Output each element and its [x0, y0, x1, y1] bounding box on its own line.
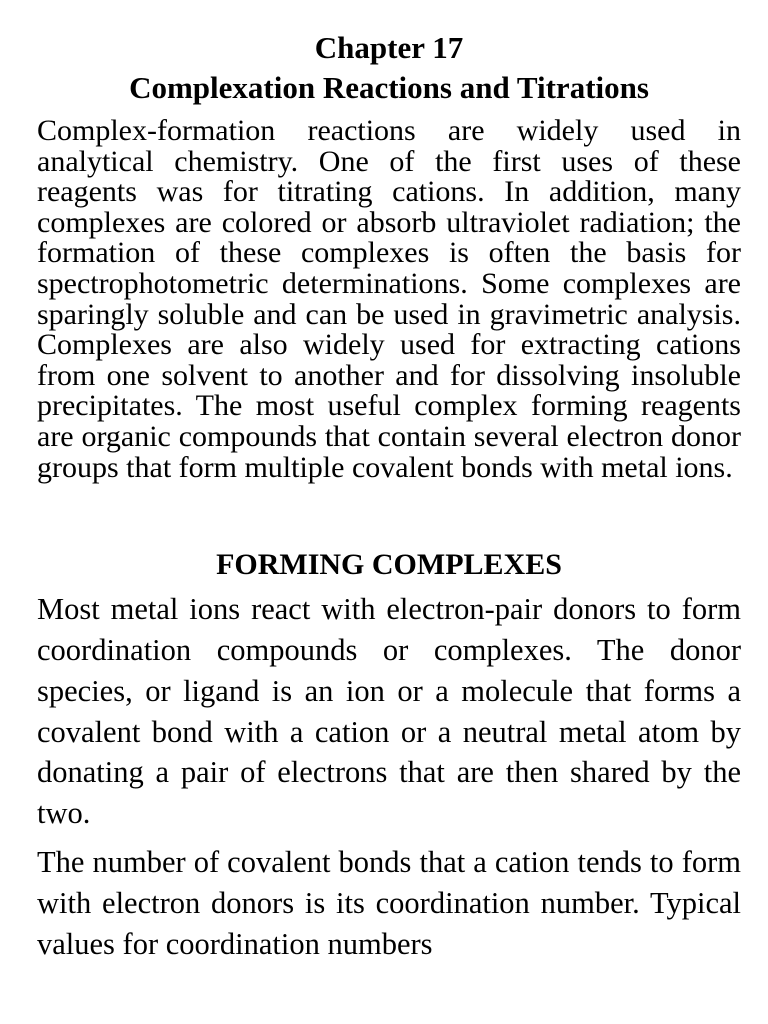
document-page [37, 28, 741, 972]
chapter-title: Complexation Reactions and Titrations [129, 70, 649, 105]
chapter-number: Chapter 17 [314, 30, 464, 65]
section-heading: FORMING COMPLEXES [216, 548, 562, 582]
body-paragraph: Most metal ions react with electron-pair donors to form coordination compounds or complexes. The donor species, or ligand is an ion or a molecule that forms a covalent bond with a cation or a neutral metal atom by donating a pair of electrons that are then shared by the two. [37, 592, 741, 831]
body-paragraph: The number of covalent bonds that a cation tends to form with electron donors is its coordination number. Typical values for coordination numbers [37, 844, 741, 961]
intro-paragraph: Complex-formation reactions are widely used in analytical chemistry. One of the first uses of these reagents was for titrating cations. In addition, many complexes are colored or absorb ultraviolet radiation; the formation of these complexes is often the basis for spectrophotometric determinations. Some complexes are sparingly soluble and can be used in gravimetric analysis. Complexes are also widely used for extracting cations from one solvent to another and for dissolving insoluble precipitates. The most useful complex forming reagents are organic compounds that contain several electron donor groups that form multiple covalent bonds with metal ions. [37, 114, 741, 484]
